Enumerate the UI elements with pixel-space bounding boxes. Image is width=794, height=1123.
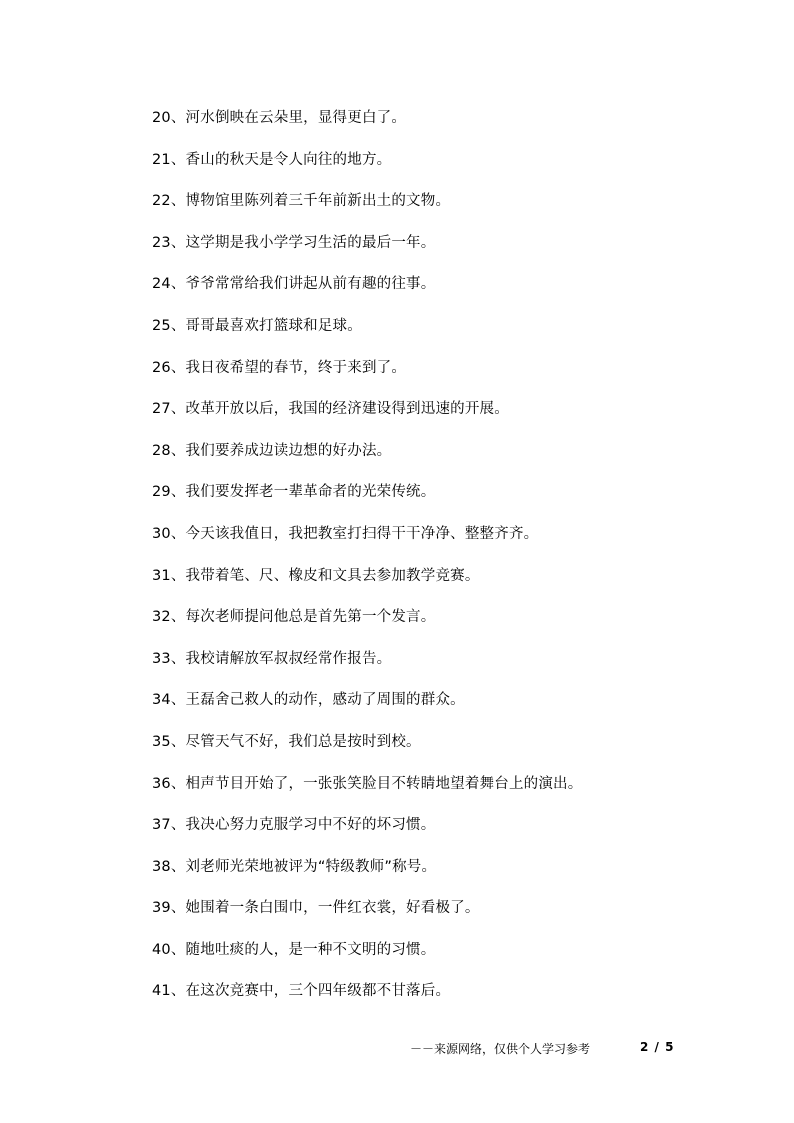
sentence-item: 34、王磊舍己救人的动作，感动了周围的群众。 xyxy=(152,692,465,709)
sentence-item: 32、每次老师提问他总是首先第一个发言。 xyxy=(152,609,436,626)
sentence-item: 36、相声节目开始了，一张张笑脸目不转睛地望着舞台上的演出。 xyxy=(152,775,583,792)
page-footer xyxy=(410,1040,675,1057)
sentence-item: 41、在这次竞赛中，三个四年级都不甘落后。 xyxy=(152,983,451,1000)
sentence-item: 23、这学期是我小学学习生活的最后一年。 xyxy=(152,234,436,251)
sentence-item: 38、刘老师光荣地被评为“特级教师”称号。 xyxy=(152,858,437,875)
sentence-item: 27、改革开放以后，我国的经济建设得到迅速的开展。 xyxy=(152,401,509,418)
sentence-item: 37、我决心努力克服学习中不好的坏习惯。 xyxy=(152,817,436,834)
sentence-item: 28、我们要养成边读边想的好办法。 xyxy=(152,442,392,459)
sentence-list xyxy=(152,107,582,1022)
footer-source-note: －－来源网络，仅供个人学习参考 xyxy=(410,1042,591,1056)
sentence-item: 30、今天该我值日，我把教室打扫得干干净净、整整齐齐。 xyxy=(152,525,539,542)
sentence-item: 39、她围着一条白围巾，一件红衣裳，好看极了。 xyxy=(152,900,480,917)
sentence-item: 26、我日夜希望的春节，终于来到了。 xyxy=(152,359,407,376)
sentence-item: 33、我校请解放军叔叔经常作报告。 xyxy=(152,650,392,667)
sentence-item: 25、哥哥最喜欢打篮球和足球。 xyxy=(152,317,362,334)
sentence-item: 35、尽管天气不好，我们总是按时到校。 xyxy=(152,733,421,750)
sentence-item: 20、河水倒映在云朵里，显得更白了。 xyxy=(152,110,407,126)
page-number: 2 / 5 xyxy=(640,1040,675,1054)
sentence-item: 29、我们要发挥老一辈革命者的光荣传统。 xyxy=(152,484,436,501)
sentence-item: 31、我带着笔、尺、橡皮和文具去参加教学竞赛。 xyxy=(152,567,480,584)
sentence-item: 22、博物馆里陈列着三千年前新出土的文物。 xyxy=(152,193,451,210)
sentence-item: 24、爷爷常常给我们讲起从前有趣的往事。 xyxy=(152,276,436,293)
sentence-item: 21、香山的秋天是令人向往的地方。 xyxy=(152,151,392,168)
sentence-item: 40、随地吐痰的人，是一种不文明的习惯。 xyxy=(152,941,436,958)
